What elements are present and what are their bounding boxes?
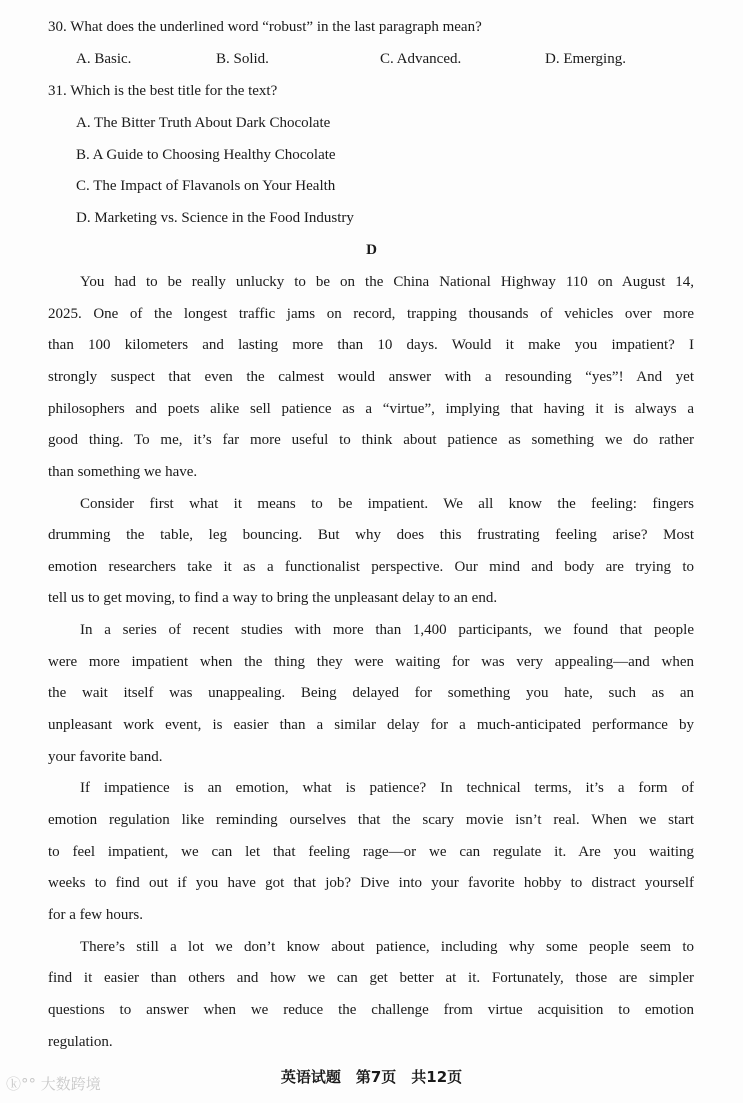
- section-heading: D: [366, 242, 377, 258]
- q31-option-c: C. The Impact of Flavanols on Your Health: [76, 178, 336, 194]
- passage-line: find it easier than others and how we can get better at it. Fortunately, those are simpler: [48, 970, 694, 986]
- passage-line: If impatience is an emotion, what is patience? In technical terms, it’s a form of: [80, 780, 694, 796]
- passage-line: regulation.: [48, 1034, 113, 1050]
- page-footer: 英语试题 第7页 共12页: [280, 1068, 463, 1086]
- q30-option-c: C. Advanced.: [380, 51, 462, 67]
- watermark-logo: ⓚ°° 大数跨境: [6, 1075, 101, 1093]
- q31-option-a: A. The Bitter Truth About Dark Chocolate: [76, 115, 331, 131]
- passage-line: than something we have.: [48, 464, 198, 480]
- passage-line: emotion regulation like reminding ourselves that the scary movie isn’t real. When we start: [48, 812, 694, 828]
- passage-line: You had to be really unlucky to be on the China National Highway 110 on August 14,: [80, 274, 694, 290]
- passage-line: emotion researchers take it as a functionalist perspective. Our mind and body are trying to: [48, 559, 694, 575]
- passage-line: tell us to get moving, to find a way to bring the unpleasant delay to an end.: [48, 590, 498, 606]
- passage-line: than 100 kilometers and lasting more than 10 days. Would it make you impatient? I: [48, 337, 694, 353]
- q30-option-b: B. Solid.: [216, 51, 269, 67]
- q31-option-b: B. A Guide to Choosing Healthy Chocolate: [76, 147, 336, 163]
- passage-line: strongly suspect that even the calmest would answer with a resounding “yes”! And yet: [48, 369, 694, 385]
- passage-line: questions to answer when we reduce the challenge from virtue acquisition to emotion: [48, 1002, 694, 1018]
- passage-line: Consider first what it means to be impatient. We all know the feeling: fingers: [80, 496, 694, 512]
- q31-option-d: D. Marketing vs. Science in the Food Industry: [76, 210, 354, 226]
- passage-line: In a series of recent studies with more than 1,400 participants, we found that people: [80, 622, 694, 638]
- passage-line: There’s still a lot we don’t know about patience, including why some people seem to: [80, 939, 694, 955]
- passage-line: philosophers and poets alike sell patience as a “virtue”, implying that having it is always a: [48, 401, 694, 417]
- passage-line: drumming the table, leg bouncing. But why does this frustrating feeling arise? Most: [48, 527, 694, 543]
- q30-option-a: A. Basic.: [76, 51, 132, 67]
- passage-line: your favorite band.: [48, 749, 163, 765]
- q30-option-d: D. Emerging.: [545, 51, 626, 67]
- passage-line: to feel impatient, we can let that feeling rage—or we can regulate it. Are you waiting: [48, 844, 694, 860]
- question-31-stem: 31. Which is the best title for the text?: [48, 83, 278, 99]
- passage-line: weeks to find out if you have got that job? Dive into your favorite hobby to distract yourself: [48, 875, 694, 891]
- question-30-options: [76, 48, 676, 70]
- passage-line: good thing. To me, it’s far more useful to think about patience as something we do rather: [48, 432, 694, 448]
- passage-line: for a few hours.: [48, 907, 143, 923]
- question-30-stem: 30. What does the underlined word “robust” in the last paragraph mean?: [48, 19, 482, 35]
- passage-line: the wait itself was unappealing. Being delayed for something you hate, such as an: [48, 685, 694, 701]
- passage-line: 2025. One of the longest traffic jams on record, trapping thousands of vehicles over more: [48, 306, 694, 322]
- passage-line: unpleasant work event, is easier than a similar delay for a much-anticipated performance by: [48, 717, 694, 733]
- passage-line: were more impatient when the thing they were waiting for was very appealing—and when: [48, 654, 694, 670]
